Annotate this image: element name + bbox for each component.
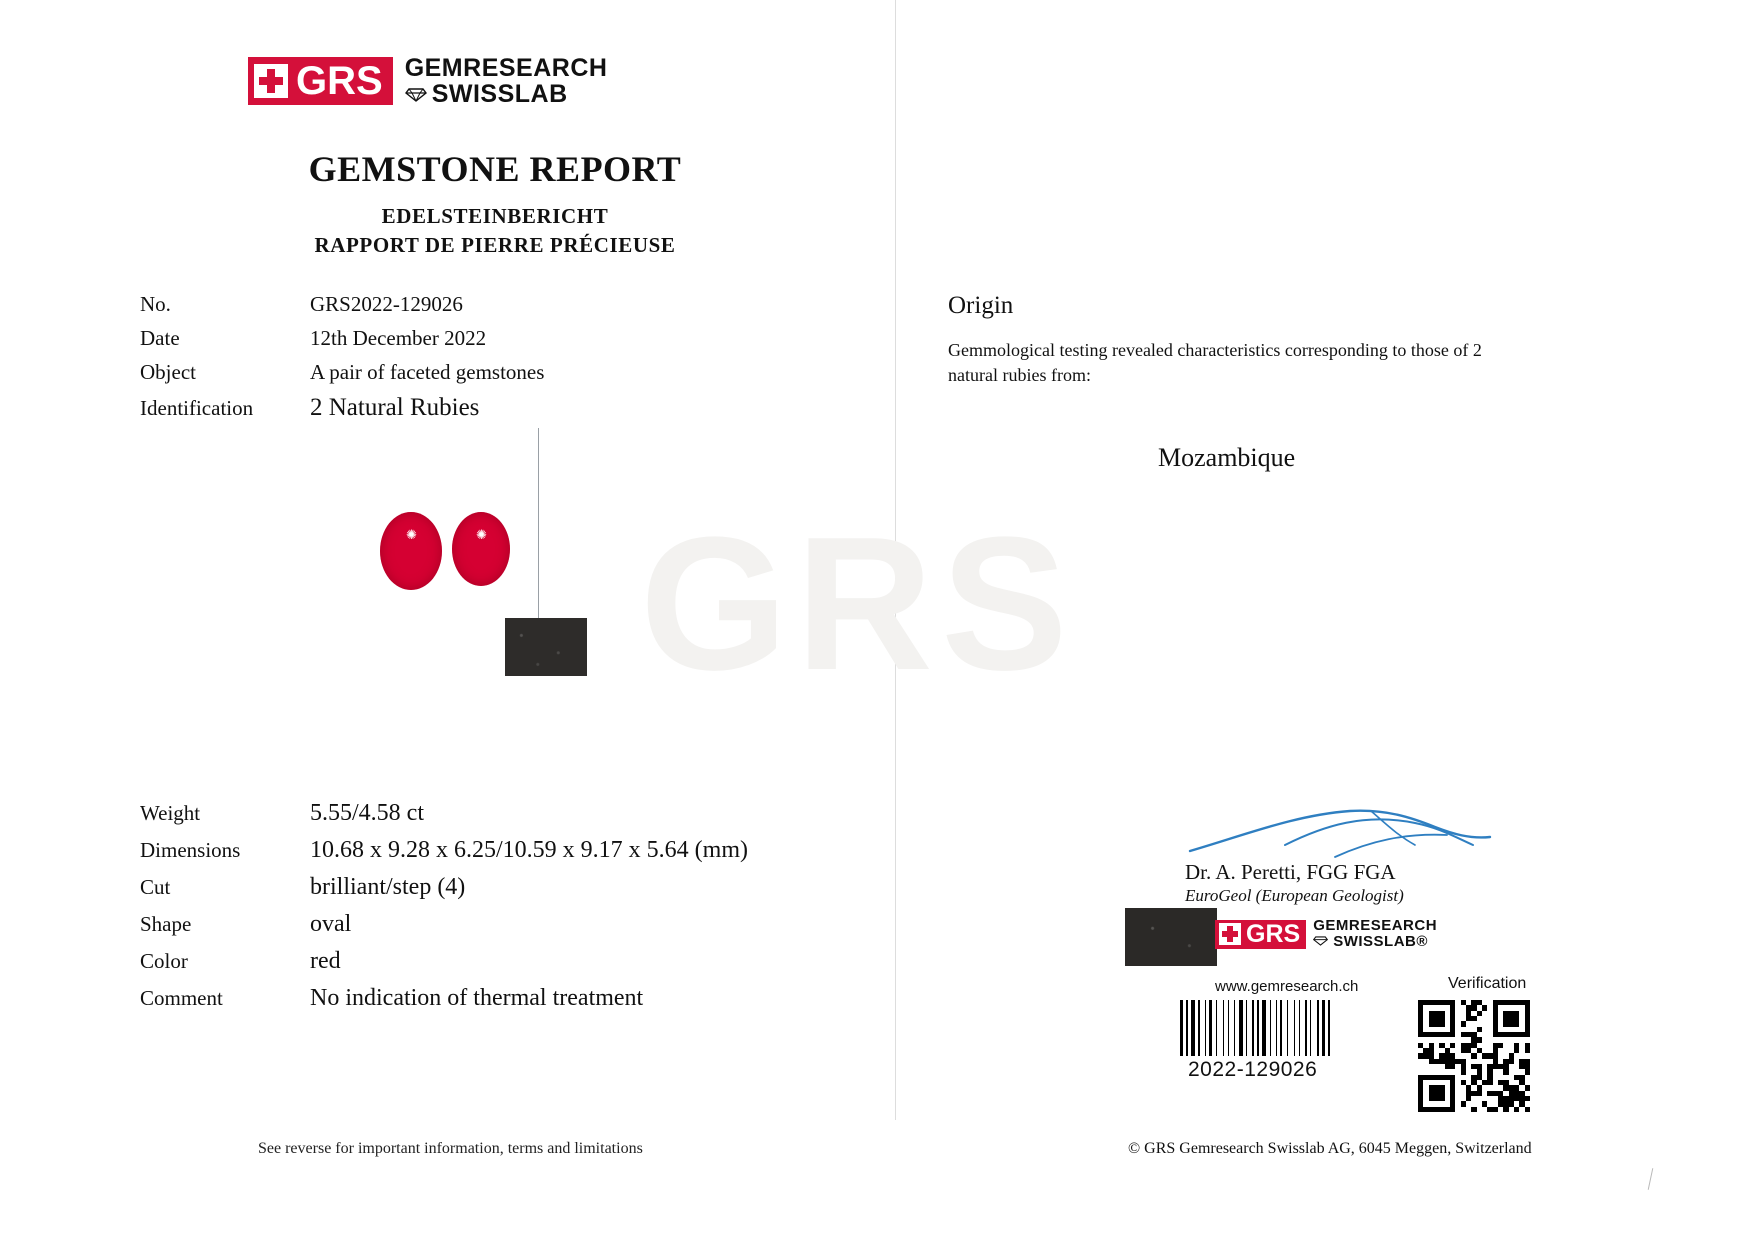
grs-logo-badge bbox=[248, 57, 393, 105]
signatory-name: Dr. A. Peretti, FGG FGA bbox=[1185, 860, 1396, 884]
field-row-color bbox=[140, 948, 900, 975]
field-row-date bbox=[140, 326, 880, 351]
gemstone-2 bbox=[452, 512, 510, 586]
grs-logo-footer-line2: SWISSLAB® bbox=[1333, 933, 1428, 950]
page-title-french: RAPPORT DE PIERRE PRÉCIEUSE bbox=[314, 233, 676, 257]
field-row-weight bbox=[140, 800, 900, 827]
signatory-role: EuroGeol (European Geologist) bbox=[1185, 886, 1404, 905]
origin-value: Mozambique bbox=[1158, 443, 1296, 472]
grs-logo-footer-line1: GEMRESEARCH bbox=[1313, 917, 1438, 934]
barcode-number: 2022-129026 bbox=[1188, 1058, 1318, 1081]
field-value-dimensions: 10.68 x 9.28 x 6.25/10.59 x 9.17 x 5.64 (mm) bbox=[310, 837, 748, 863]
field-value-object: A pair of faceted gemstones bbox=[310, 360, 545, 384]
swiss-cross-icon bbox=[1219, 923, 1241, 945]
origin-title: Origin bbox=[948, 292, 1014, 319]
signature-mark bbox=[1185, 805, 1495, 865]
field-value-date: 12th December 2022 bbox=[310, 326, 487, 350]
field-label-object: Object bbox=[140, 360, 196, 384]
footer-left-note: See reverse for important information, terms and limitations bbox=[258, 1140, 643, 1157]
photo-background-chip bbox=[505, 618, 587, 676]
grs-logo-text: GRS bbox=[296, 59, 383, 103]
gemstone-1 bbox=[380, 512, 442, 590]
sparkle-icon: ✺ bbox=[476, 527, 486, 542]
field-value-no: GRS2022-129026 bbox=[310, 292, 463, 316]
page-title-german: EDELSTEINBERICHT bbox=[381, 204, 609, 228]
verification-label: Verification bbox=[1448, 975, 1527, 992]
field-value-weight: 5.55/4.58 ct bbox=[310, 800, 424, 826]
field-value-color: red bbox=[310, 948, 341, 974]
gemstone-photo bbox=[330, 470, 750, 730]
qr-code[interactable] bbox=[1418, 1000, 1530, 1112]
field-label-color: Color bbox=[140, 949, 188, 973]
grs-logo-footer bbox=[1215, 918, 1437, 950]
field-label-date: Date bbox=[140, 326, 180, 350]
diamond-icon bbox=[405, 81, 427, 107]
field-value-comment: No indication of thermal treatment bbox=[310, 985, 644, 1011]
field-label-shape: Shape bbox=[140, 912, 192, 936]
field-row-cut bbox=[140, 874, 900, 901]
signature-chip-image bbox=[1125, 908, 1217, 966]
grs-logo-footer-text: GRS bbox=[1246, 919, 1301, 948]
field-label-comment: Comment bbox=[140, 986, 223, 1010]
corner-tick-mark bbox=[1648, 1168, 1654, 1190]
grs-logo-subtitle-line1: GEMRESEARCH bbox=[404, 54, 608, 82]
grs-watermark: GRS bbox=[640, 498, 1076, 710]
field-label-weight: Weight bbox=[140, 801, 201, 825]
field-value-cut: brilliant/step (4) bbox=[310, 874, 466, 900]
footer-right-note: © GRS Gemresearch Swisslab AG, 6045 Meggen, Switzerland bbox=[1128, 1140, 1532, 1157]
field-label-no: No. bbox=[140, 292, 171, 316]
report-fields bbox=[140, 292, 880, 431]
barcode bbox=[1180, 1000, 1380, 1056]
field-label-identification: Identification bbox=[140, 396, 254, 420]
grs-logo-footer-badge bbox=[1215, 920, 1306, 949]
grs-logo-footer-subtitle bbox=[1313, 918, 1437, 950]
grs-logo-subtitle-line2: SWISSLAB bbox=[431, 80, 568, 108]
field-row-no bbox=[140, 292, 880, 317]
field-value-shape: oval bbox=[310, 911, 352, 937]
page-title: GEMSTONE REPORT bbox=[308, 149, 682, 189]
field-label-cut: Cut bbox=[140, 875, 171, 899]
field-value-identification: 2 Natural Rubies bbox=[310, 394, 480, 421]
hair-line bbox=[538, 428, 539, 618]
diamond-icon bbox=[1313, 934, 1328, 950]
report-title-block bbox=[130, 148, 860, 258]
swiss-cross-icon bbox=[254, 64, 288, 98]
field-row-shape bbox=[140, 911, 900, 938]
sparkle-icon: ✺ bbox=[406, 527, 416, 542]
detail-fields bbox=[140, 800, 900, 1022]
website-url[interactable]: www.gemresearch.ch bbox=[1215, 978, 1359, 995]
field-row-object bbox=[140, 360, 880, 385]
grs-logo-subtitle bbox=[405, 55, 608, 107]
field-label-dimensions: Dimensions bbox=[140, 838, 241, 862]
field-row-identification bbox=[140, 394, 880, 422]
field-row-comment bbox=[140, 985, 900, 1012]
origin-description: Gemmological testing revealed characteristics corresponding to those of 2 natural rubies from: bbox=[948, 340, 1482, 385]
grs-logo bbox=[248, 55, 607, 107]
field-row-dimensions bbox=[140, 837, 900, 864]
